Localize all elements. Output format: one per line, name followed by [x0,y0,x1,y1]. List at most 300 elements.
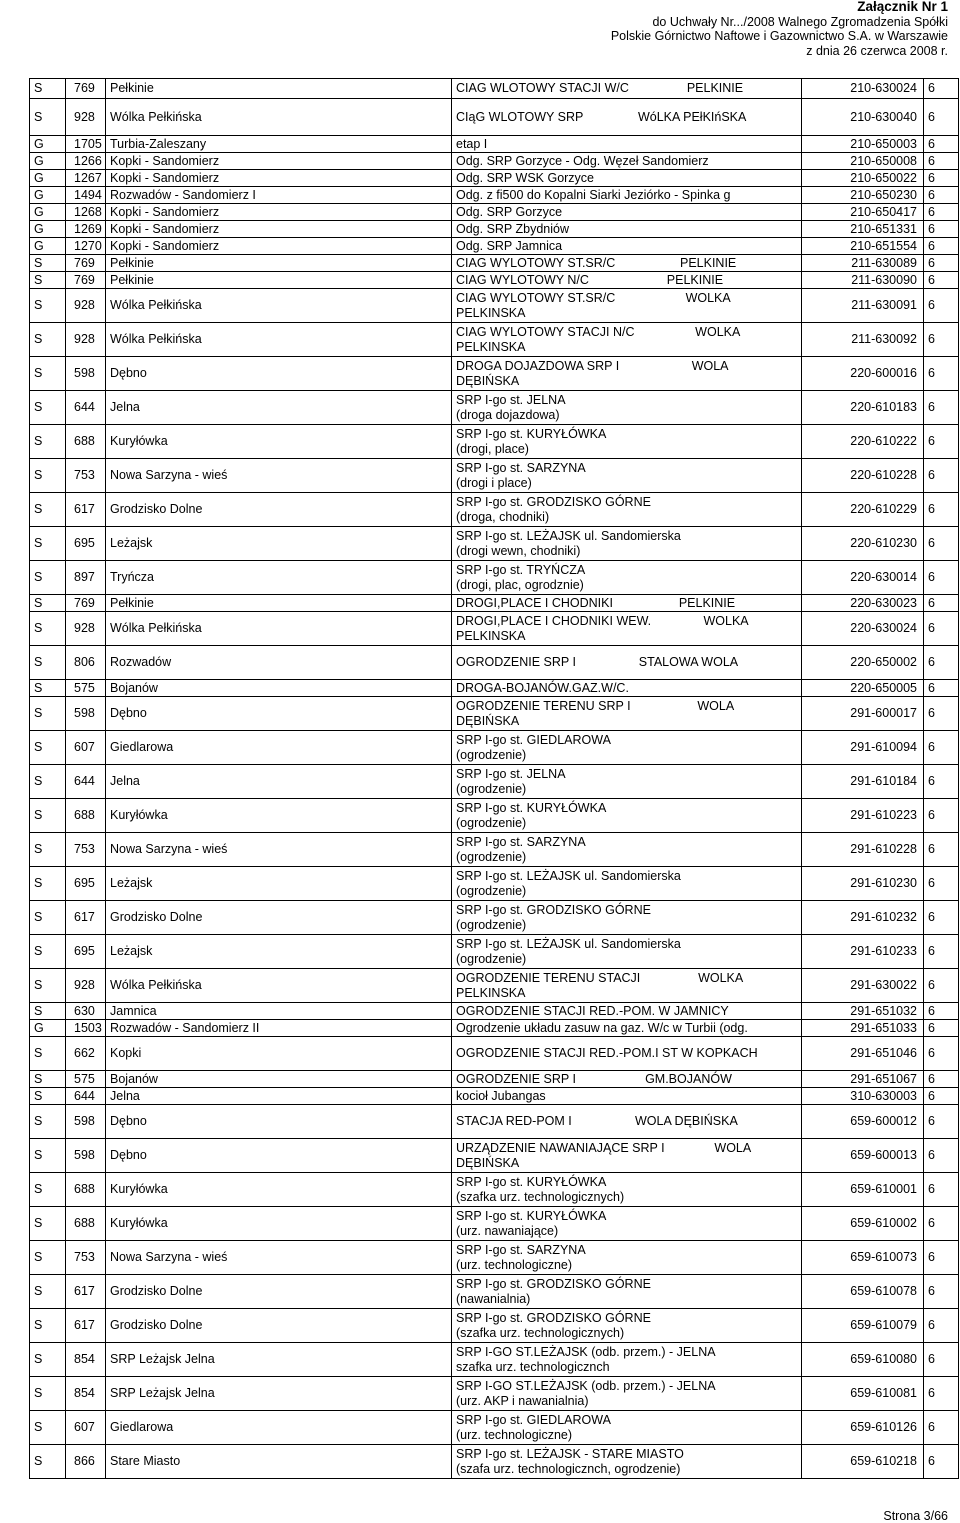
value-cell: 6 [924,1037,959,1071]
description-cell [452,935,802,969]
description-cell [452,1173,802,1207]
value-cell: 6 [924,935,959,969]
table-row [30,1105,959,1139]
description-line [456,903,801,918]
place-cell: Nowa Sarzyna - wieś [106,1241,452,1275]
description-cell [452,1105,802,1139]
code-cell: 291-600017 [802,697,924,731]
code-cell: 291-610094 [802,731,924,765]
place-cell: Rozwadów - Sandomierz I [106,187,452,204]
description-text: SRP I-go st. GRODZISKO GÓRNE [456,903,651,917]
place-cell: Giedlarowa [106,1411,452,1445]
description-line [456,681,801,696]
description-second-line: (urz. technologiczne) [456,1427,573,1442]
description-cell [452,1088,802,1105]
description-line [456,1209,801,1224]
description-text: DROGA-BOJANÓW.GAZ.W/C. [456,680,629,695]
type-cell: S [30,357,66,391]
value-cell: 6 [924,1003,959,1020]
place-cell: Kopki - Sandomierz [106,170,452,187]
value-cell: 6 [924,153,959,170]
number-cell: 753 [66,1241,106,1275]
description-text: SRP I-go st. GIEDLAROWA [456,733,611,747]
number-cell: 607 [66,1411,106,1445]
description-text: CIąG WLOTOWY SRP [456,109,584,124]
description-text: OGRODZENIE TERENU SRP I [456,699,631,713]
description-line [456,222,801,237]
value-cell: 6 [924,238,959,255]
number-cell: 662 [66,1037,106,1071]
description-cell [452,79,802,99]
type-cell: S [30,1071,66,1088]
description-location: WOLKA [695,325,741,339]
code-cell: 291-610228 [802,833,924,867]
value-cell: 6 [924,323,959,357]
code-cell: 659-610078 [802,1275,924,1309]
description-cell [452,697,802,731]
table-row [30,272,959,289]
description-text: SRP I-go st. SARZYNA [456,461,586,475]
table-row [30,1343,959,1377]
code-cell: 659-610079 [802,1309,924,1343]
type-cell: S [30,969,66,1003]
description-text: SRP I-go st. TRYŃCZA [456,563,586,577]
description-cell [452,561,802,595]
place-cell: Kuryłówka [106,799,452,833]
description-location: PELKINIE [686,81,744,96]
place-cell: Pełkinie [106,79,452,99]
number-cell: 617 [66,1309,106,1343]
description-cell [452,833,802,867]
type-cell: S [30,1037,66,1071]
table-row [30,1411,959,1445]
table-row [30,1003,959,1020]
number-cell: 644 [66,1088,106,1105]
description-cell [452,272,802,289]
description-second-line: (urz. nawaniające) [456,1223,559,1238]
number-cell: 928 [66,612,106,646]
code-cell: 210-650022 [802,170,924,187]
number-cell: 769 [66,272,106,289]
number-cell: 866 [66,1445,106,1479]
description-cell [452,1139,802,1173]
type-cell: S [30,765,66,799]
description-location: WOLKA [703,614,749,628]
description-second-line: (ogrodzenie) [456,781,527,796]
description-cell [452,765,802,799]
place-cell: Bojanów [106,680,452,697]
table-row [30,646,959,680]
code-cell: 659-600013 [802,1139,924,1173]
place-cell: Wólka Pełkińska [106,323,452,357]
table-row [30,1071,959,1088]
value-cell: 6 [924,561,959,595]
value-cell: 6 [924,1071,959,1088]
description-location: WOLA DĘBIŃSKA [634,1114,738,1129]
value-cell: 6 [924,901,959,935]
value-cell: 6 [924,357,959,391]
value-cell: 6 [924,969,959,1003]
description-cell [452,1037,802,1071]
number-cell: 607 [66,731,106,765]
asset-table [29,78,959,1479]
type-cell: S [30,646,66,680]
number-cell: 617 [66,493,106,527]
type-cell: S [30,1139,66,1173]
value-cell: 6 [924,391,959,425]
description-line [456,1243,801,1258]
description-second-line: PELKINSKA [456,305,526,320]
place-cell: Leżajsk [106,935,452,969]
description-location: WóLKA PEłKIńSKA [637,109,747,124]
type-cell: S [30,425,66,459]
table-row [30,323,959,357]
description-line [456,1311,801,1326]
description-cell [452,1343,802,1377]
number-cell: 598 [66,357,106,391]
place-cell: Grodzisko Dolne [106,1309,452,1343]
description-line [456,273,801,288]
description-second-line: (nawanialnia) [456,1291,531,1306]
type-cell: G [30,1020,66,1037]
description-second-line: PELKINSKA [456,628,526,643]
code-cell: 291-651032 [802,1003,924,1020]
number-cell: 1503 [66,1020,106,1037]
code-cell: 659-610073 [802,1241,924,1275]
place-cell: Dębno [106,1139,452,1173]
type-cell: S [30,1343,66,1377]
type-cell: S [30,561,66,595]
number-cell: 688 [66,1207,106,1241]
number-cell: 598 [66,1139,106,1173]
table-row [30,1088,959,1105]
company-line: Polskie Górnictwo Naftowe i Gazownictwo S.A. w Warszawie [610,29,948,43]
value-cell: 6 [924,1411,959,1445]
code-cell: 659-610080 [802,1343,924,1377]
description-cell [452,1309,802,1343]
place-cell: Kuryłówka [106,1173,452,1207]
value-cell: 6 [924,255,959,272]
description-text: SRP I-go st. GRODZISKO GÓRNE [456,1277,651,1291]
description-second-line: (ogrodzenie) [456,849,527,864]
place-cell: Wólka Pełkińska [106,969,452,1003]
annex-title: Załącznik Nr 1 [857,0,948,14]
description-cell [452,646,802,680]
place-cell: Kuryłówka [106,425,452,459]
description-second-line: (szafa urz. technologicznch, ogrodzenie) [456,1461,681,1476]
table-row [30,969,959,1003]
type-cell: S [30,99,66,136]
place-cell: Nowa Sarzyna - wieś [106,833,452,867]
place-cell: Jelna [106,765,452,799]
description-second-line: (ogrodzenie) [456,917,527,932]
description-line [456,154,801,169]
value-cell: 6 [924,646,959,680]
description-line [456,529,801,544]
table-row [30,1207,959,1241]
description-line [456,81,801,96]
description-cell [452,221,802,238]
number-cell: 630 [66,1003,106,1020]
description-second-line: (drogi i place) [456,475,532,490]
description-second-line: (szafka urz. technologicznych) [456,1189,625,1204]
type-cell: S [30,595,66,612]
description-cell [452,289,802,323]
value-cell: 6 [924,1309,959,1343]
table-row [30,255,959,272]
description-text: OGRODZENIE TERENU STACJI [456,971,641,985]
description-cell [452,1377,802,1411]
table-row [30,170,959,187]
code-cell: 220-630024 [802,612,924,646]
value-cell: 6 [924,765,959,799]
code-cell: 210-630024 [802,79,924,99]
value-cell: 6 [924,1343,959,1377]
description-line [456,427,801,442]
table-row [30,493,959,527]
description-cell [452,527,802,561]
value-cell: 6 [924,1105,959,1139]
description-cell [452,187,802,204]
description-line [456,137,801,152]
type-cell: G [30,238,66,255]
table-row [30,1037,959,1071]
type-cell: G [30,221,66,238]
description-line [456,1175,801,1190]
description-text: SRP I-go st. KURYŁÓWKA [456,1175,607,1189]
description-cell [452,1241,802,1275]
table-row [30,765,959,799]
type-cell: S [30,323,66,357]
description-text: etap I [456,136,488,151]
number-cell: 688 [66,425,106,459]
place-cell: Tryńcza [106,561,452,595]
description-line [456,1114,801,1129]
description-cell [452,99,802,136]
description-cell [452,153,802,170]
table-row [30,867,959,901]
description-line [456,256,801,271]
description-second-line: (ogrodzenie) [456,747,527,762]
number-cell: 928 [66,99,106,136]
place-cell: Pełkinie [106,255,452,272]
description-second-line: (ogrodzenie) [456,815,527,830]
description-line [456,1413,801,1428]
description-line [456,239,801,254]
description-line [456,171,801,186]
table-row [30,99,959,136]
value-cell: 6 [924,272,959,289]
number-cell: 644 [66,765,106,799]
code-cell: 220-610183 [802,391,924,425]
description-line [456,1447,801,1462]
value-cell: 6 [924,79,959,99]
type-cell: S [30,697,66,731]
number-cell: 575 [66,680,106,697]
number-cell: 854 [66,1343,106,1377]
code-cell: 220-630023 [802,595,924,612]
type-cell: S [30,731,66,765]
place-cell: Bojanów [106,1071,452,1088]
table-row [30,935,959,969]
place-cell: Grodzisko Dolne [106,493,452,527]
description-second-line: (urz. technologiczne) [456,1257,573,1272]
description-cell [452,1020,802,1037]
description-text: SRP I-go st. KURYŁÓWKA [456,801,607,815]
number-cell: 617 [66,901,106,935]
description-second-line: (droga, chodniki) [456,509,550,524]
description-cell [452,204,802,221]
code-cell: 291-630022 [802,969,924,1003]
number-cell: 1270 [66,238,106,255]
place-cell: Leżajsk [106,527,452,561]
description-second-line: (drogi, place) [456,441,529,456]
type-cell: S [30,1411,66,1445]
description-location: PELKINIE [678,595,736,610]
place-cell: Kopki - Sandomierz [106,204,452,221]
description-line [456,869,801,884]
number-cell: 1269 [66,221,106,238]
description-text: CIAG WYLOTOWY N/C [456,272,589,287]
place-cell: Rozwadów - Sandomierz II [106,1020,452,1037]
description-cell [452,1445,802,1479]
description-line [456,110,801,125]
code-cell: 291-610223 [802,799,924,833]
code-cell: 291-610184 [802,765,924,799]
description-line [456,1046,801,1061]
code-cell: 659-610218 [802,1445,924,1479]
description-cell [452,1003,802,1020]
type-cell: G [30,136,66,153]
description-cell [452,612,802,646]
place-cell: SRP Leżajsk Jelna [106,1343,452,1377]
number-cell: 928 [66,969,106,1003]
number-cell: 928 [66,289,106,323]
table-row [30,612,959,646]
description-second-line: (drogi, plac, ogrodznie) [456,577,584,592]
description-location: PELKINIE [666,272,724,287]
description-line [456,325,801,340]
value-cell: 6 [924,1241,959,1275]
description-text: URZĄDZENIE NAWANIAJĄCE SRP I [456,1141,665,1155]
value-cell: 6 [924,425,959,459]
table-row [30,1445,959,1479]
value-cell: 6 [924,612,959,646]
number-cell: 1494 [66,187,106,204]
place-cell: Kuryłówka [106,1207,452,1241]
description-text: SRP I-go st. SARZYNA [456,835,586,849]
table-row [30,1377,959,1411]
table-row [30,680,959,697]
value-cell: 6 [924,1173,959,1207]
description-cell [452,595,802,612]
description-line [456,563,801,578]
description-text: SRP I-GO ST.LEŻAJSK (odb. przem.) - JELNA [456,1345,716,1359]
description-line [456,1277,801,1292]
description-text: SRP I-go st. GRODZISKO GÓRNE [456,495,651,509]
table-row [30,136,959,153]
table-row [30,459,959,493]
description-line [456,596,801,611]
place-cell: Rozwadów [106,646,452,680]
number-cell: 695 [66,867,106,901]
code-cell: 210-651554 [802,238,924,255]
description-cell [452,493,802,527]
place-cell: Giedlarowa [106,731,452,765]
number-cell: 769 [66,255,106,272]
description-cell [452,1411,802,1445]
type-cell: G [30,153,66,170]
table-row [30,595,959,612]
asset-table-body [30,79,959,1479]
number-cell: 688 [66,799,106,833]
code-cell: 220-650005 [802,680,924,697]
place-cell: Kopki - Sandomierz [106,221,452,238]
number-cell: 769 [66,79,106,99]
page-number: Strona 3/66 [883,1509,948,1523]
place-cell: Wólka Pełkińska [106,289,452,323]
value-cell: 6 [924,1275,959,1309]
description-cell [452,136,802,153]
description-line [456,1345,801,1360]
type-cell: S [30,1445,66,1479]
table-row [30,833,959,867]
description-text: SRP I-go st. JELNA [456,393,566,407]
value-cell: 6 [924,99,959,136]
table-row [30,425,959,459]
code-cell: 211-630092 [802,323,924,357]
description-line [456,205,801,220]
value-cell: 6 [924,1020,959,1037]
code-cell: 659-610001 [802,1173,924,1207]
type-cell: S [30,527,66,561]
description-cell [452,170,802,187]
description-cell [452,238,802,255]
value-cell: 6 [924,136,959,153]
description-line [456,937,801,952]
description-location: WOLA [697,699,735,713]
code-cell: 291-651046 [802,1037,924,1071]
code-cell: 210-650230 [802,187,924,204]
description-location: WOLA [691,359,729,373]
type-cell: S [30,1241,66,1275]
place-cell: Jelna [106,391,452,425]
type-cell: S [30,493,66,527]
description-line [456,801,801,816]
description-line [456,614,801,629]
description-second-line: (szafka urz. technologicznych) [456,1325,625,1340]
code-cell: 659-610126 [802,1411,924,1445]
code-cell: 211-630091 [802,289,924,323]
description-text: Ogrodzenie układu zasuw na gaz. W/c w Turbii (odg. [456,1020,748,1035]
number-cell: 769 [66,595,106,612]
description-line [456,359,801,374]
value-cell: 6 [924,799,959,833]
description-cell [452,731,802,765]
description-text: SRP I-GO ST.LEŻAJSK (odb. przem.) - JELNA [456,1379,716,1393]
description-text: CIAG WYLOTOWY ST.SR/C [456,291,616,305]
description-line [456,767,801,782]
value-cell: 6 [924,680,959,697]
description-line [456,1021,801,1036]
table-row [30,204,959,221]
value-cell: 6 [924,1445,959,1479]
description-text: SRP I-go st. SARZYNA [456,1243,586,1257]
table-row [30,79,959,99]
code-cell: 210-630040 [802,99,924,136]
value-cell: 6 [924,459,959,493]
code-cell: 291-610230 [802,867,924,901]
